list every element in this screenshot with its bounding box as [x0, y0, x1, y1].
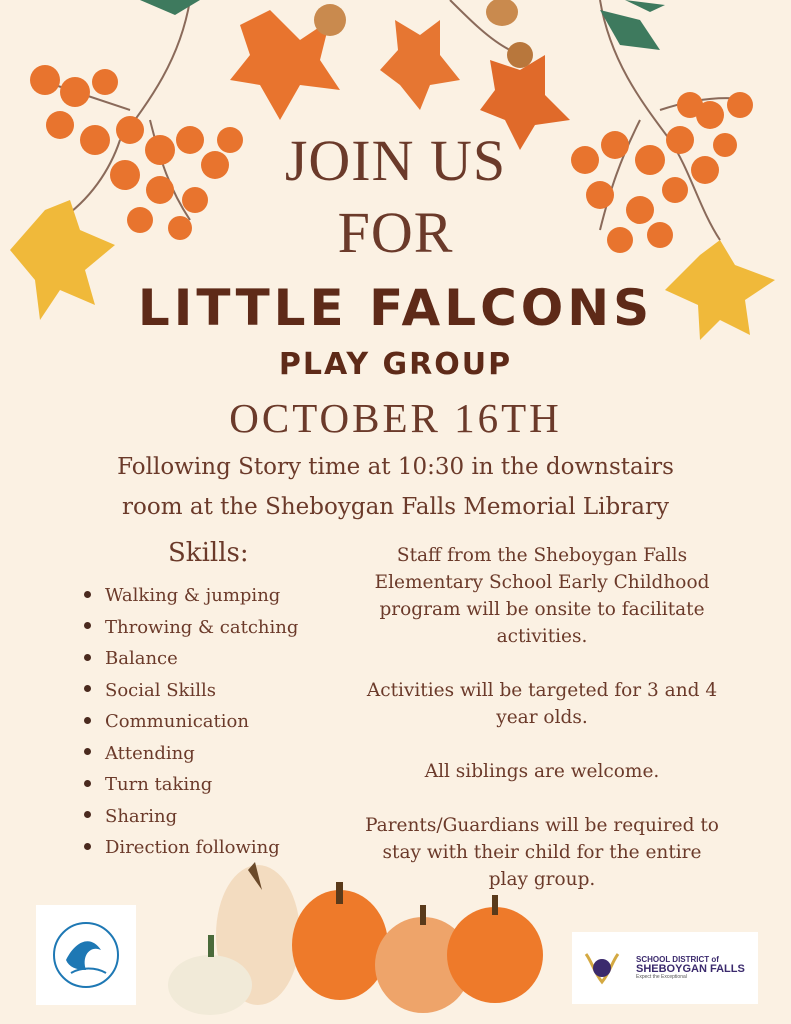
skill-label: Walking & jumping: [105, 585, 281, 606]
bullet-icon: [84, 717, 91, 724]
bullet-icon: [84, 843, 91, 850]
library-logo-icon: [36, 905, 136, 1005]
bullet-icon: [84, 654, 91, 661]
district-logo-line-1: SCHOOL DISTRICT of: [636, 955, 719, 964]
skill-label: Balance: [105, 648, 178, 669]
skill-label: Social Skills: [105, 679, 216, 701]
headline-line-1: JOIN US: [284, 128, 507, 193]
siblings-paragraph: All siblings are welcome.: [424, 761, 660, 782]
skill-item: [84, 738, 298, 770]
event-location-line-1: Following Story time at 10:30 in the downstairs: [117, 454, 674, 480]
district-logo-tagline: Expect the Exceptional: [636, 974, 687, 980]
bullet-icon: [84, 811, 91, 818]
headline-line-2: FOR: [337, 200, 454, 265]
age-paragraph: Activities will be targeted for 3 and 4 year olds.: [366, 680, 718, 728]
skill-item: [84, 643, 298, 675]
skill-label: Attending: [105, 742, 195, 764]
skill-item: [84, 706, 298, 738]
skill-label: Turn taking: [105, 774, 213, 795]
guardian-paragraph: Parents/Guardians will be required to stay with their child for the entire play group.: [365, 815, 719, 890]
bullet-icon: [84, 591, 91, 598]
district-logo-line-2: SHEBOYGAN FALLS: [636, 963, 745, 975]
event-details: [362, 542, 722, 920]
school-district-logo: [572, 932, 758, 1004]
bullet-icon: [84, 748, 91, 755]
district-emblem-icon: [572, 932, 632, 1004]
skill-label: Direction following: [105, 837, 280, 858]
bullet-icon: [84, 622, 91, 629]
skill-item: [84, 832, 298, 864]
bullet-icon: [84, 685, 91, 692]
program-subtitle: PLAY GROUP: [278, 347, 513, 382]
skill-label: Throwing & catching: [105, 616, 299, 638]
event-location-line-2: room at the Sheboygan Falls Memorial Library: [122, 494, 669, 520]
skill-item: [84, 801, 298, 833]
skill-item: [84, 612, 298, 644]
bullet-icon: [84, 780, 91, 787]
district-logo-text: [636, 956, 745, 980]
skill-item: [84, 769, 298, 801]
skills-heading: Skills:: [168, 538, 249, 568]
skill-label: Sharing: [105, 805, 178, 827]
skill-item: [84, 675, 298, 707]
skill-label: Communication: [105, 711, 249, 732]
skill-item: [84, 580, 298, 612]
event-date: OCTOBER 16TH: [229, 395, 562, 441]
skills-list: [84, 580, 298, 864]
event-location: [0, 447, 791, 527]
program-title: LITTLE FALCONS: [137, 279, 654, 337]
staff-paragraph: Staff from the Sheboygan Falls Elementary School Early Childhood program will be onsite to facilitate activities.: [374, 545, 710, 647]
library-logo: [36, 905, 136, 1005]
